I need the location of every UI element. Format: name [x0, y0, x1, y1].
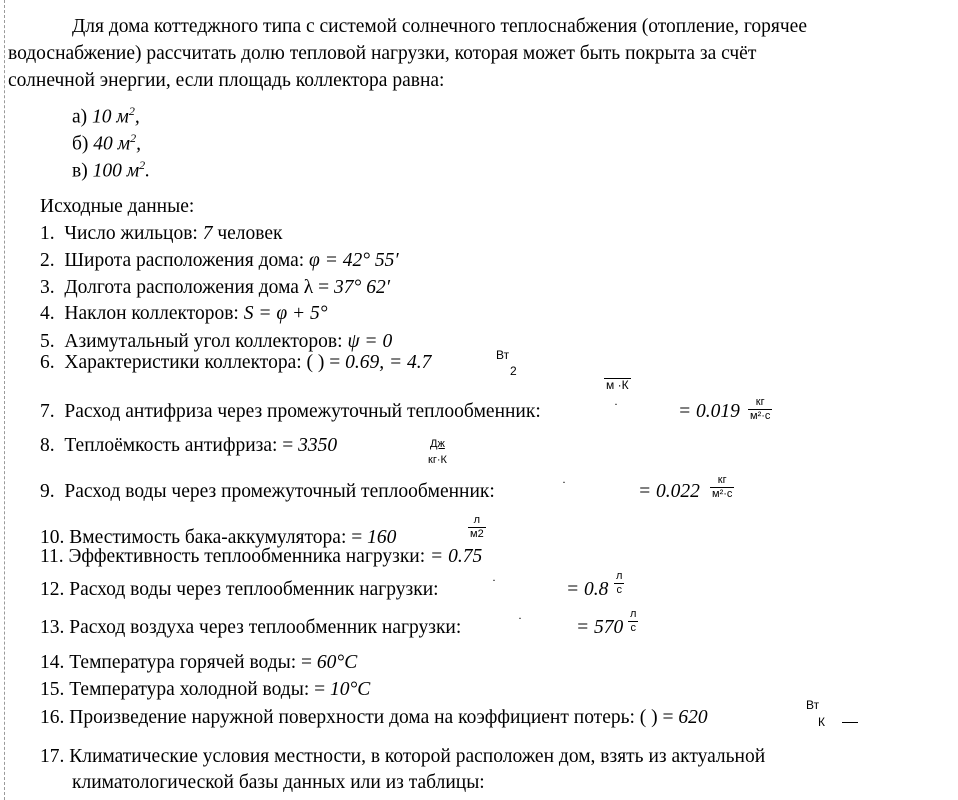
item-value: 10°C — [330, 679, 371, 700]
item-text: Долгота расположения дома λ = — [64, 277, 335, 298]
item-after: человек — [212, 223, 283, 244]
item-7 — [40, 400, 541, 424]
item-number: 17. — [40, 746, 65, 767]
unit-numerator: л — [473, 514, 481, 526]
item-16-fraction-bar — [842, 722, 858, 723]
item-number: 14. — [40, 652, 65, 673]
item-text: Климатические условия местности, в которой расположен дом, взять из актуальной — [69, 746, 766, 767]
page-margin-line — [4, 0, 5, 800]
unit-denominator: м2 — [470, 528, 484, 540]
item-number: 7. — [40, 401, 55, 422]
option-value: 40 м — [93, 133, 131, 155]
item-value: 7 — [202, 223, 213, 244]
flow-dot: · — [518, 611, 522, 625]
option-c — [72, 153, 150, 184]
item-value: 37° 62′ — [334, 277, 390, 298]
item-7-value: = 0.019 — [678, 401, 740, 422]
option-value: 100 м — [92, 160, 140, 182]
option-end: . — [145, 160, 151, 182]
item-text: Расход воды через промежуточный теплообменник: — [64, 481, 495, 502]
item-8 — [40, 434, 337, 458]
item-text: Расход воздуха через теплообменник нагрузки: — [69, 617, 462, 638]
item-value: φ = 42° 55′ — [309, 250, 399, 271]
item-number: 3. — [40, 277, 55, 298]
item-17-line-2: климатологической базы данных или из таблицы: — [72, 772, 485, 793]
item-8-unit — [428, 438, 447, 467]
item-10-unit — [468, 514, 486, 541]
option-a — [72, 99, 140, 130]
item-17 — [40, 745, 765, 769]
item-3 — [40, 276, 390, 300]
item-text: Вместимость бака-аккумулятора: = — [69, 527, 368, 548]
flow-dot: · — [492, 573, 496, 587]
item-number: 2. — [40, 250, 55, 271]
item-11 — [40, 545, 482, 569]
item-text: Наклон коллекторов: — [64, 303, 244, 324]
item-text: Эффективность теплообменника нагрузки: — [68, 546, 431, 567]
unit-denominator: м²·с — [750, 410, 771, 422]
item-15 — [40, 678, 370, 702]
item-number: 13. — [40, 617, 65, 638]
option-sup: 2 — [130, 131, 137, 145]
unit-denominator: с — [628, 621, 638, 635]
item-value: S = φ + 5° — [243, 303, 328, 324]
item-1 — [40, 222, 283, 246]
option-end: , — [136, 133, 141, 155]
item-text: Число жильцов: — [64, 223, 203, 244]
item-number: 16. — [40, 707, 65, 728]
item-number: 12. — [40, 579, 65, 600]
item-text: Характеристики коллектора: ( ) = — [64, 352, 346, 373]
item-16-unit-denominator: К — [818, 715, 825, 729]
option-b — [72, 126, 141, 157]
item-number: 10. — [40, 527, 65, 548]
unit-numerator: Дж — [430, 438, 445, 450]
item-value: 160 — [367, 527, 397, 548]
flow-dot: · — [562, 475, 566, 489]
item-text: Расход воды через теплообменник нагрузки: — [69, 579, 439, 600]
item-13-unit — [628, 608, 638, 635]
option-end: , — [134, 106, 140, 128]
item-7-unit — [748, 396, 772, 423]
unit-numerator: кг — [755, 396, 765, 408]
source-data-heading: Исходные данные: — [40, 196, 195, 217]
option-label: в) — [72, 160, 93, 182]
item-14 — [40, 651, 357, 675]
item-number: 4. — [40, 303, 55, 324]
unit-numerator: л — [616, 570, 623, 582]
intro-line-1: Для дома коттеджного типа с системой солнечного теплоснабжения (отопление, горячее — [72, 16, 807, 37]
unit-denominator: кг·К — [428, 454, 447, 466]
item-value: = 0.75 — [430, 546, 483, 567]
item-value: ψ = 0 — [347, 331, 393, 352]
item-9-unit — [710, 474, 734, 501]
item-12-value: = 0.8 — [566, 579, 609, 600]
item-13-value: = 570 — [576, 617, 624, 638]
unit-denominator: м²·с — [712, 488, 733, 500]
item-number: 15. — [40, 679, 65, 700]
item-4 — [40, 302, 328, 326]
item-number: 6. — [40, 352, 55, 373]
item-9 — [40, 480, 495, 504]
unit-numerator: кг — [717, 474, 727, 486]
option-label: б) — [72, 133, 94, 155]
item-text: Теплоёмкость антифриза: = — [64, 435, 299, 456]
item-value: 3350 — [298, 435, 338, 456]
item-text: Температура горячей воды: = — [69, 652, 317, 673]
option-label: а) — [72, 106, 93, 128]
item-2 — [40, 249, 399, 273]
item-text: Температура холодной воды: = — [69, 679, 330, 700]
option-sup: 2 — [128, 104, 135, 118]
item-text: Широта расположения дома: — [64, 250, 310, 271]
item-number: 1. — [40, 223, 55, 244]
unit-denominator: с — [614, 583, 624, 597]
item-6-unit-numerator: Вт — [496, 348, 510, 362]
item-6 — [40, 351, 431, 375]
item-value: 60°C — [316, 652, 358, 673]
intro-line-2: водоснабжение) рассчитать долю тепловой нагрузки, которая может быть покрыта за счёт — [8, 43, 757, 64]
option-sup: 2 — [139, 158, 146, 172]
item-value: 0.69, = 4.7 — [345, 352, 432, 373]
item-12-unit — [614, 570, 624, 597]
item-number: 9. — [40, 481, 55, 502]
flow-dot: · — [614, 397, 618, 411]
item-number: 5. — [40, 331, 55, 352]
item-text: Расход антифриза через промежуточный теплообменник: — [64, 401, 541, 422]
intro-line-3: солнечной энергии, если площадь коллектора равна: — [8, 70, 445, 91]
item-12 — [40, 578, 439, 602]
item-6-unit-denominator: м ·К — [606, 378, 629, 392]
item-13 — [40, 616, 461, 640]
item-text: Произведение наружной поверхности дома на коэффициент потерь: ( ) = — [69, 707, 679, 728]
option-value: 10 м — [92, 106, 129, 128]
item-number: 8. — [40, 435, 55, 456]
unit-numerator: л — [630, 608, 637, 620]
item-6-unit-subscript: 2 — [510, 364, 517, 378]
item-number: 11. — [40, 546, 64, 567]
item-16-unit-numerator: Вт — [806, 698, 820, 712]
item-text: Азимутальный угол коллекторов: — [64, 331, 348, 352]
item-9-value: = 0.022 — [638, 481, 700, 502]
item-16 — [40, 706, 708, 730]
item-value: 620 — [678, 707, 708, 728]
